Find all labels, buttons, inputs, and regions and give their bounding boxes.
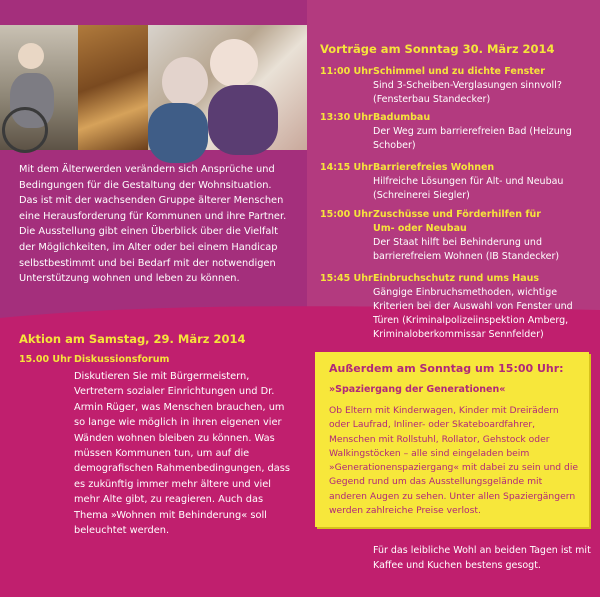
photo-two-women bbox=[148, 25, 307, 150]
aktion-title: Diskussionsforum bbox=[74, 354, 170, 365]
talk-item bbox=[373, 65, 595, 107]
footer-text: Für das leibliche Wohl an beiden Tagen ist mit Kaffee und Kuchen bestens gesogt. bbox=[373, 545, 591, 571]
vortraege-heading: Vorträge am Sonntag 30. März 2014 bbox=[320, 42, 555, 56]
aktion-text: Diskutieren Sie mit Bürgermeistern, Vertretern sozialer Einrichtungen und Dr. Armin Rüger, was Menschen brauchen, um so lange wie möglich in ihren eigenen vier Wänden wohnen bleiben zu können. Was müssen Kommunen tun, um auf die demografischen Rahmenbedingungen, dass es zukünftig immer mehr ältere und viel mehr Alte gibt, zu reagieren. Auch das Thema »Wohnen mit Behinderung« soll beleuchtet werden. bbox=[74, 371, 290, 537]
ausserdem-text: Ob Eltern mit Kinderwagen, Kinder mit Dreirädern oder Laufrad, Inliner- oder Skateboardfahrer, Menschen mit Rollstuhl, Rollator, Gehstock oder Walkingstöcken – alle sind eingeladen beim »Generationenspaziergang« mit dabei zu sein und die Gegend rund um das Ausstellungsgelände mit anderen Augen zu sehen. Unter allen Spaziergängern werden zahlreiche Preise verlost. bbox=[329, 405, 579, 517]
talk-title: Zuschüsse und Förderhilfen für Um- oder Neubau bbox=[373, 209, 541, 234]
talk-time: 15:00 Uhr bbox=[320, 209, 373, 220]
talk-item bbox=[373, 208, 543, 236]
talk-title: Badumbau bbox=[373, 112, 431, 123]
aktion-heading: Aktion am Samstag, 29. März 2014 bbox=[19, 332, 246, 346]
talk-title: Barrierefreies Wohnen bbox=[373, 162, 495, 173]
talk-time: 11:00 Uhr bbox=[320, 66, 373, 77]
talk-text: Der Weg zum barrierefreien Bad (Heizung Schober) bbox=[373, 126, 572, 151]
talk-time: 15:45 Uhr bbox=[320, 273, 373, 284]
ausserdem-subheading: »Spaziergang der Generationen« bbox=[329, 384, 506, 395]
ausserdem-box bbox=[315, 352, 589, 527]
talk-text: Hilfreiche Lösungen für Alt- und Neubau (Schreinerei Siegler) bbox=[373, 176, 564, 201]
intro-text: Mit dem Älterwerden verändern sich Ansprüche und Bedingungen für die Gestaltung der Wohnsituation. Das ist mit der wachsenden Gruppe älterer Menschen eine Herausforderung für Kommunen und ihre Partner. Die Ausstellung gibt einen Überblick über die Vielfalt der Möglichkeiten, im Alter oder bei einem Handicap selbstbestimmt und bei Bedarf mit der notwendigen Unterstützung wohnen und leben zu können. bbox=[19, 164, 287, 285]
wheel bbox=[2, 107, 48, 153]
talk-text: Sind 3-Scheiben-Verglasungen sinnvoll? (Fensterbau Standecker) bbox=[373, 80, 562, 105]
talk-item bbox=[373, 111, 595, 153]
photo-interior bbox=[78, 25, 148, 150]
ausserdem-heading: Außerdem am Sonntag um 15:00 Uhr: bbox=[329, 362, 564, 375]
talk-time: 14:15 Uhr bbox=[320, 162, 373, 173]
face bbox=[162, 57, 208, 107]
talk-title: Einbruchschutz rund ums Haus bbox=[373, 273, 540, 284]
talk-text: Gängige Einbruchsmethoden, wichtige Kriterien bei der Auswahl von Fenster und Türen (Kriminalpolizeiinspektion Amberg, Kriminaloberkommissar Sennfelder) bbox=[373, 287, 573, 340]
aktion-time: 15.00 Uhr bbox=[19, 354, 72, 365]
talk-time: 13:30 Uhr bbox=[320, 112, 373, 123]
talk-item bbox=[373, 236, 595, 264]
face bbox=[210, 39, 258, 87]
talk-text: Der Staat hilft bei Behinderung und barrierefreiem Wohnen (IB Standecker) bbox=[373, 237, 560, 262]
talk-item bbox=[373, 272, 595, 342]
talk-title: Schimmel und zu dichte Fenster bbox=[373, 66, 545, 77]
body bbox=[208, 85, 278, 155]
face bbox=[18, 43, 44, 69]
talk-item bbox=[373, 161, 595, 203]
photo-collage bbox=[0, 0, 307, 150]
photo-wheelchair bbox=[0, 25, 78, 150]
body bbox=[148, 103, 208, 163]
